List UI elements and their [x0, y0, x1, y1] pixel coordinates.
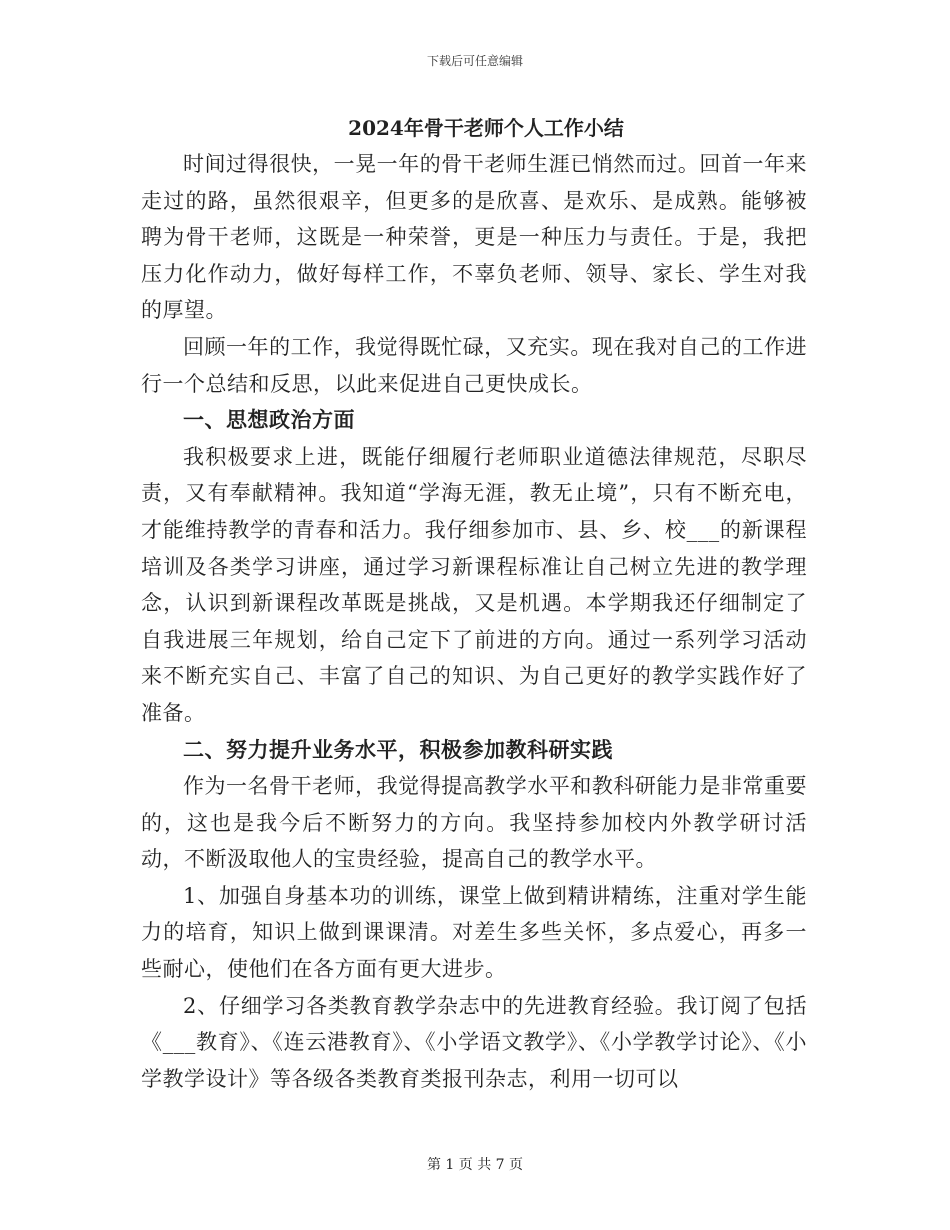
paragraph-item-2: 2、仔细学习各类教育教学杂志中的先进教育经验。我订阅了包括《___教育》、《连云港教育》、《小学语文教学》、《小学教学讨论》、《小学教学设计》等各级各类教育类报刊杂志，利用一切可以: [141, 993, 807, 1091]
page-number: 第 1 页 共 7 页: [426, 1157, 524, 1173]
section-heading-professional: 二、努力提升业务水平，积极参加教科研实践: [183, 736, 613, 762]
paragraph-intro: 时间过得很快，一晃一年的骨干老师生涯已悄然而过。回首一年来走过的路，虽然很艰辛，但更多的是欣喜、是欢乐、是成熟。能够被聘为骨干老师，这既是一种荣誉，更是一种压力与责任。于是，我把压力化作动力，做好每样工作，不辜负老师、领导、家长、学生对我的厚望。: [141, 152, 807, 323]
paragraph-professional: 作为一名骨干老师，我觉得提高教学水平和教科研能力是非常重要的，这也是我今后不断努力的方向。我坚持参加校内外教学研讨活动，不断汲取他人的宝贵经验，提高自己的教学水平。: [141, 774, 807, 872]
paragraph-item-1: 1、加强自身基本功的训练，课堂上做到精讲精练，注重对学生能力的培育，知识上做到课课清。对差生多些关怀，多点爱心，再多一些耐心，使他们在各方面有更大进步。: [141, 883, 807, 982]
document-body: [141, 110, 807, 1097]
page-header-note: 下载后可任意编辑: [426, 54, 523, 68]
paragraph-review: 回顾一年的工作，我觉得既忙碌，又充实。现在我对自己的工作进行一个总结和反思，以此来促进自己更快成长。: [141, 334, 807, 396]
section-heading-ideology: 一、思想政治方面: [183, 407, 355, 433]
paragraph-ideology: 我积极要求上进，既能仔细履行老师职业道德法律规范，尽职尽责，又有奉献精神。我知道“学海无涯，教无止境”，只有不断充电，才能维持教学的青春和活力。我仔细参加市、县、乡、校___的新课程培训及各类学习讲座，通过学习新课程标准让自己树立先进的教学理念，认识到新课程改革既是挑战，又是机遇。本学期我还仔细制定了自我进展三年规划，给自己定下了前进的方向。通过一系列学习活动来不断充实自己、丰富了自己的知识、为自己更好的教学实践作好了准备。: [141, 444, 807, 725]
document-title: 2024年骨干老师个人工作小结: [348, 116, 624, 140]
